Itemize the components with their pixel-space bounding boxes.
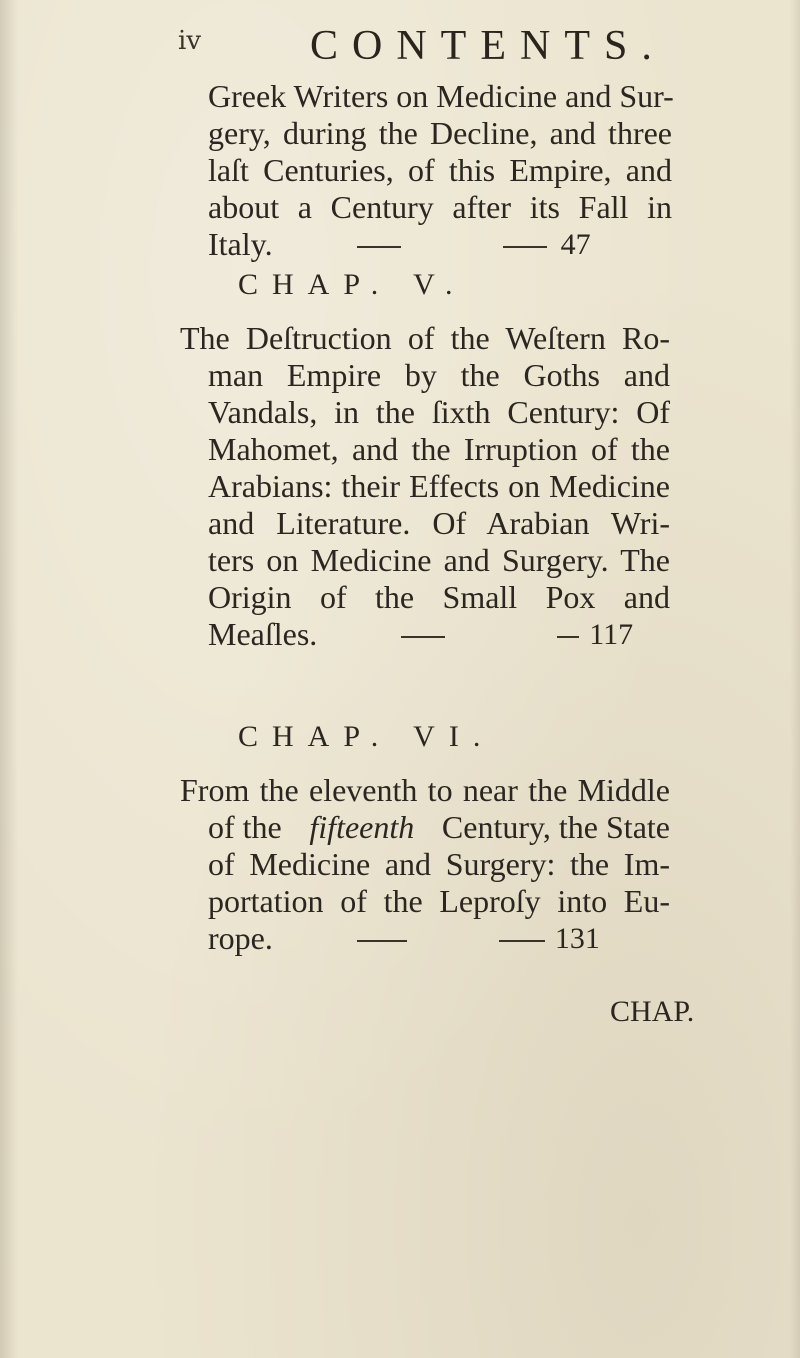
leader-dash [357, 940, 407, 942]
page-number: 47 [560, 228, 591, 261]
contents-entry-3 [180, 772, 670, 957]
leader-dash [357, 246, 401, 248]
entry-line: Vandals, in the ſixth Century: Of [208, 394, 670, 430]
entry-line: portation of the Leproſy into Eu- [208, 883, 670, 919]
entry-line: Origin of the Small Pox and [208, 579, 670, 615]
page-header [178, 14, 666, 74]
entry-last-line [208, 226, 672, 263]
entry-last-line [180, 616, 670, 653]
chapter-heading-5: CHAP. V. [238, 268, 467, 301]
italic-word: fifteenth [309, 809, 415, 845]
leader-dash [401, 636, 445, 638]
contents-entry-2 [180, 320, 670, 653]
entry-line: gery, during the Decline, and three [208, 115, 672, 151]
entry-last-line [180, 920, 670, 957]
leader-dash [557, 636, 579, 638]
contents-entry-1 [208, 78, 672, 263]
entry-line: laſt Centuries, of this Empire, and [208, 152, 672, 188]
entry-line: ters on Medicine and Surgery. The [208, 542, 670, 578]
page-number: 131 [554, 922, 600, 955]
entry-line: Italy. [208, 226, 273, 262]
leader-dash [503, 246, 547, 248]
catchword: CHAP. [610, 995, 695, 1028]
entry-line: rope. [208, 920, 273, 956]
chapter-heading-6: CHAP. VI. [238, 720, 495, 753]
page-number: 117 [589, 618, 634, 651]
leader-dash [499, 940, 545, 942]
page-edge-shadow [790, 0, 800, 1358]
entry-line: The Deſtruction of the Weſtern Ro- [180, 320, 670, 356]
entry-line: and Literature. Of Arabian Wri- [208, 505, 670, 541]
entry-line: Mahomet, and the Irruption of the [208, 431, 670, 467]
running-head-title: CONTENTS. [310, 23, 666, 69]
entry-line: From the eleventh to near the Middle [180, 772, 670, 808]
entry-line: Greek Writers on Medicine and Sur- [208, 78, 674, 114]
entry-line: Meaſles. [208, 616, 318, 652]
page-gutter-shadow [0, 0, 18, 1358]
entry-line-part: Century, the State [441, 809, 670, 845]
entry-line: man Empire by the Goths and [208, 357, 670, 393]
folio-number: iv [178, 26, 202, 56]
entry-line: Arabians: their Effects on Medicine [208, 468, 670, 504]
entry-line-mixed [180, 809, 670, 846]
entry-line-part: of the [208, 809, 282, 845]
entry-line: of Medicine and Surgery: the Im- [208, 846, 670, 882]
entry-line: about a Century after its Fall in [208, 189, 672, 225]
